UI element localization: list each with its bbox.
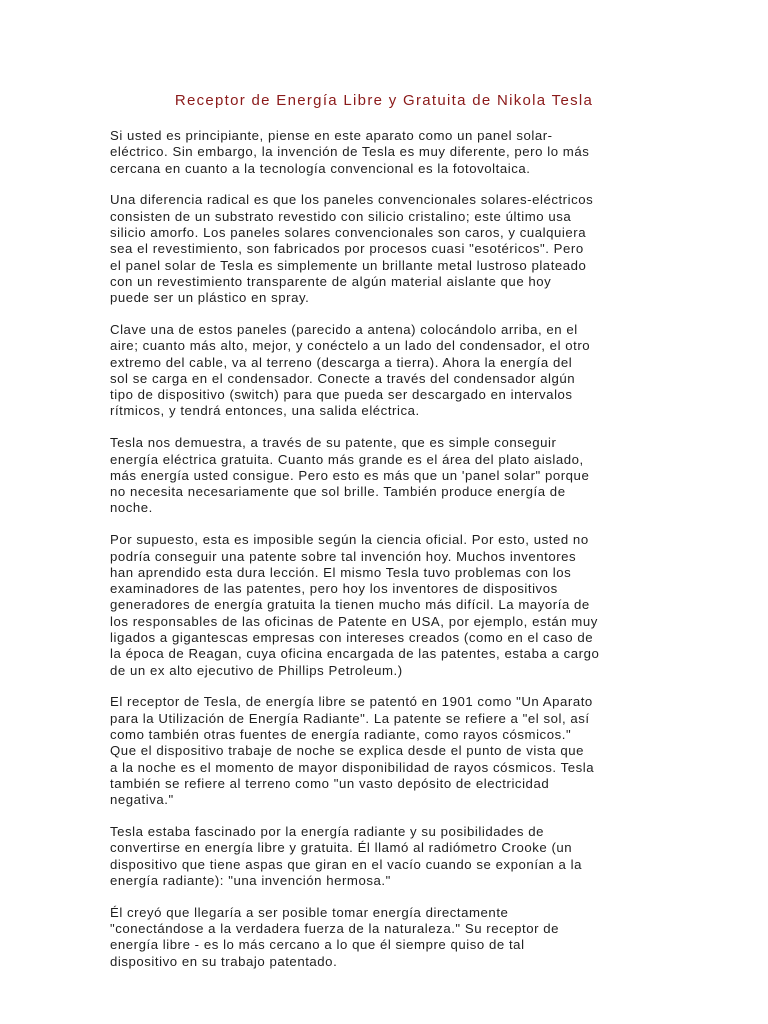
- text-line: para la Utilización de Energía Radiante". La patente se refiere a "el sol, así: [110, 710, 590, 726]
- text-line: con un revestimiento transparente de algún material aislante que hoy: [110, 273, 552, 289]
- document-title: Receptor de Energía Libre y Gratuita de Nikola Tesla: [174, 92, 594, 109]
- text-line: el panel solar de Tesla es simplemente un brillante metal lustroso plateado: [110, 257, 587, 273]
- text-line: dispositivo que tiene aspas que giran en el vacío cuando se exponían a la: [110, 856, 582, 872]
- document-body: [110, 128, 670, 985]
- text-line: más energía usted consigue. Pero esto es más que un 'panel solar" porque: [110, 467, 590, 483]
- text-line: sea el revestimiento, son fabricados por procesos cuasi "esotéricos". Pero: [110, 241, 584, 257]
- text-line: energía eléctrica gratuita. Cuanto más grande es el área del plato aislado,: [110, 451, 584, 467]
- text-line: extremo del cable, va al terreno (descarga a tierra). Ahora la energía del: [110, 354, 573, 370]
- text-line: de un ex alto ejecutivo de Phillips Petroleum.): [110, 662, 403, 678]
- text-line: a la noche es el momento de mayor disponibilidad de rayos cósmicos. Tesla: [110, 759, 595, 775]
- text-line: Tesla estaba fascinado por la energía radiante y su posibilidades de: [110, 823, 545, 839]
- text-line: Que el dispositivo trabaje de noche se explica desde el punto de vista que: [110, 743, 584, 759]
- text-line: generadores de energía gratuita la tienen mucho más difícil. La mayoría de: [110, 597, 590, 613]
- text-line: aire; cuanto más alto, mejor, y conéctelo a un lado del condensador, el otro: [110, 338, 591, 354]
- text-line: silicio amorfo. Los paneles solares convencionales son caros, y cualquiera: [110, 224, 587, 240]
- text-line: sol se carga en el condensador. Conecte a través del condensador algún: [110, 370, 576, 386]
- text-line: examinadores de las patentes, pero hoy los inventores de dispositivos: [110, 581, 558, 597]
- paragraph-8: [110, 905, 670, 970]
- text-line: los responsables de las oficinas de Patente en USA, por ejemplo, están muy: [110, 613, 598, 629]
- text-line: negativa.": [110, 792, 174, 808]
- paragraph-4: [110, 435, 670, 516]
- text-line: han aprendido esta dura lección. El mismo Tesla tuvo problemas con los: [110, 564, 572, 580]
- text-line: como también otras fuentes de energía radiante, como rayos cósmicos.": [110, 727, 572, 742]
- paragraph-3: [110, 322, 670, 420]
- text-line: podría conseguir una patente sobre tal invención hoy. Muchos inventores: [110, 548, 577, 564]
- text-line: dispositivo en su trabajo patentado.: [110, 953, 338, 969]
- text-line: Él creyó que llegaría a ser posible tomar energía directamente: [110, 904, 509, 920]
- text-line: cercana en cuanto a la tecnología convencional es la fotovoltaica.: [110, 160, 531, 176]
- text-line: no necesita necesariamente que sol brille. También produce energía de: [110, 484, 566, 500]
- text-line: Si usted es principiante, piense en este aparato como un panel solar-: [110, 128, 553, 143]
- text-line: energía libre - es lo más cercano a lo que él siempre quiso de tal: [110, 937, 525, 953]
- text-line: la época de Reagan, cuya oficina encargada de las patentes, estaba a cargo: [110, 646, 600, 662]
- text-line: "conectándose a la verdadera fuerza de la naturaleza." Su receptor de: [110, 920, 560, 936]
- paragraph-7: [110, 824, 670, 889]
- text-line: consisten de un substrato revestido con silicio cristalino; este último usa: [110, 208, 572, 224]
- paragraph-5: [110, 532, 670, 679]
- paragraph-1: [110, 128, 670, 177]
- text-line: rítmicos, y tendrá entonces, una salida eléctrica.: [110, 403, 420, 419]
- text-line: eléctrico. Sin embargo, la invención de Tesla es muy diferente, pero lo más: [110, 144, 590, 160]
- paragraph-2: [110, 192, 670, 306]
- text-line: convertirse en energía libre y gratuita. Él llamó al radiómetro Crooke (un: [110, 840, 573, 856]
- text-line: Una diferencia radical es que los paneles convencionales solares-eléctricos: [110, 192, 594, 208]
- text-line: Clave una de estos paneles (parecido a antena) colocándolo arriba, en el: [110, 321, 578, 337]
- text-line: tipo de dispositivo (switch) para que pueda ser descargado en intervalos: [110, 387, 573, 403]
- text-line: puede ser un plástico en spray.: [110, 290, 310, 306]
- text-line: ligados a gigantescas empresas con intereses creados (como en el caso de: [110, 630, 594, 646]
- text-line: noche.: [110, 500, 153, 516]
- paragraph-6: [110, 694, 670, 808]
- text-line: Tesla nos demuestra, a través de su patente, que es simple conseguir: [110, 435, 557, 451]
- text-line: El receptor de Tesla, de energía libre se patentó en 1901 como "Un Aparato: [110, 694, 593, 710]
- text-line: energía radiante): "una invención hermosa.": [110, 872, 391, 888]
- text-line: también se refiere al terreno como "un vasto depósito de electricidad: [110, 775, 550, 791]
- text-line: Por supuesto, esta es imposible según la ciencia oficial. Por esto, usted no: [110, 532, 589, 548]
